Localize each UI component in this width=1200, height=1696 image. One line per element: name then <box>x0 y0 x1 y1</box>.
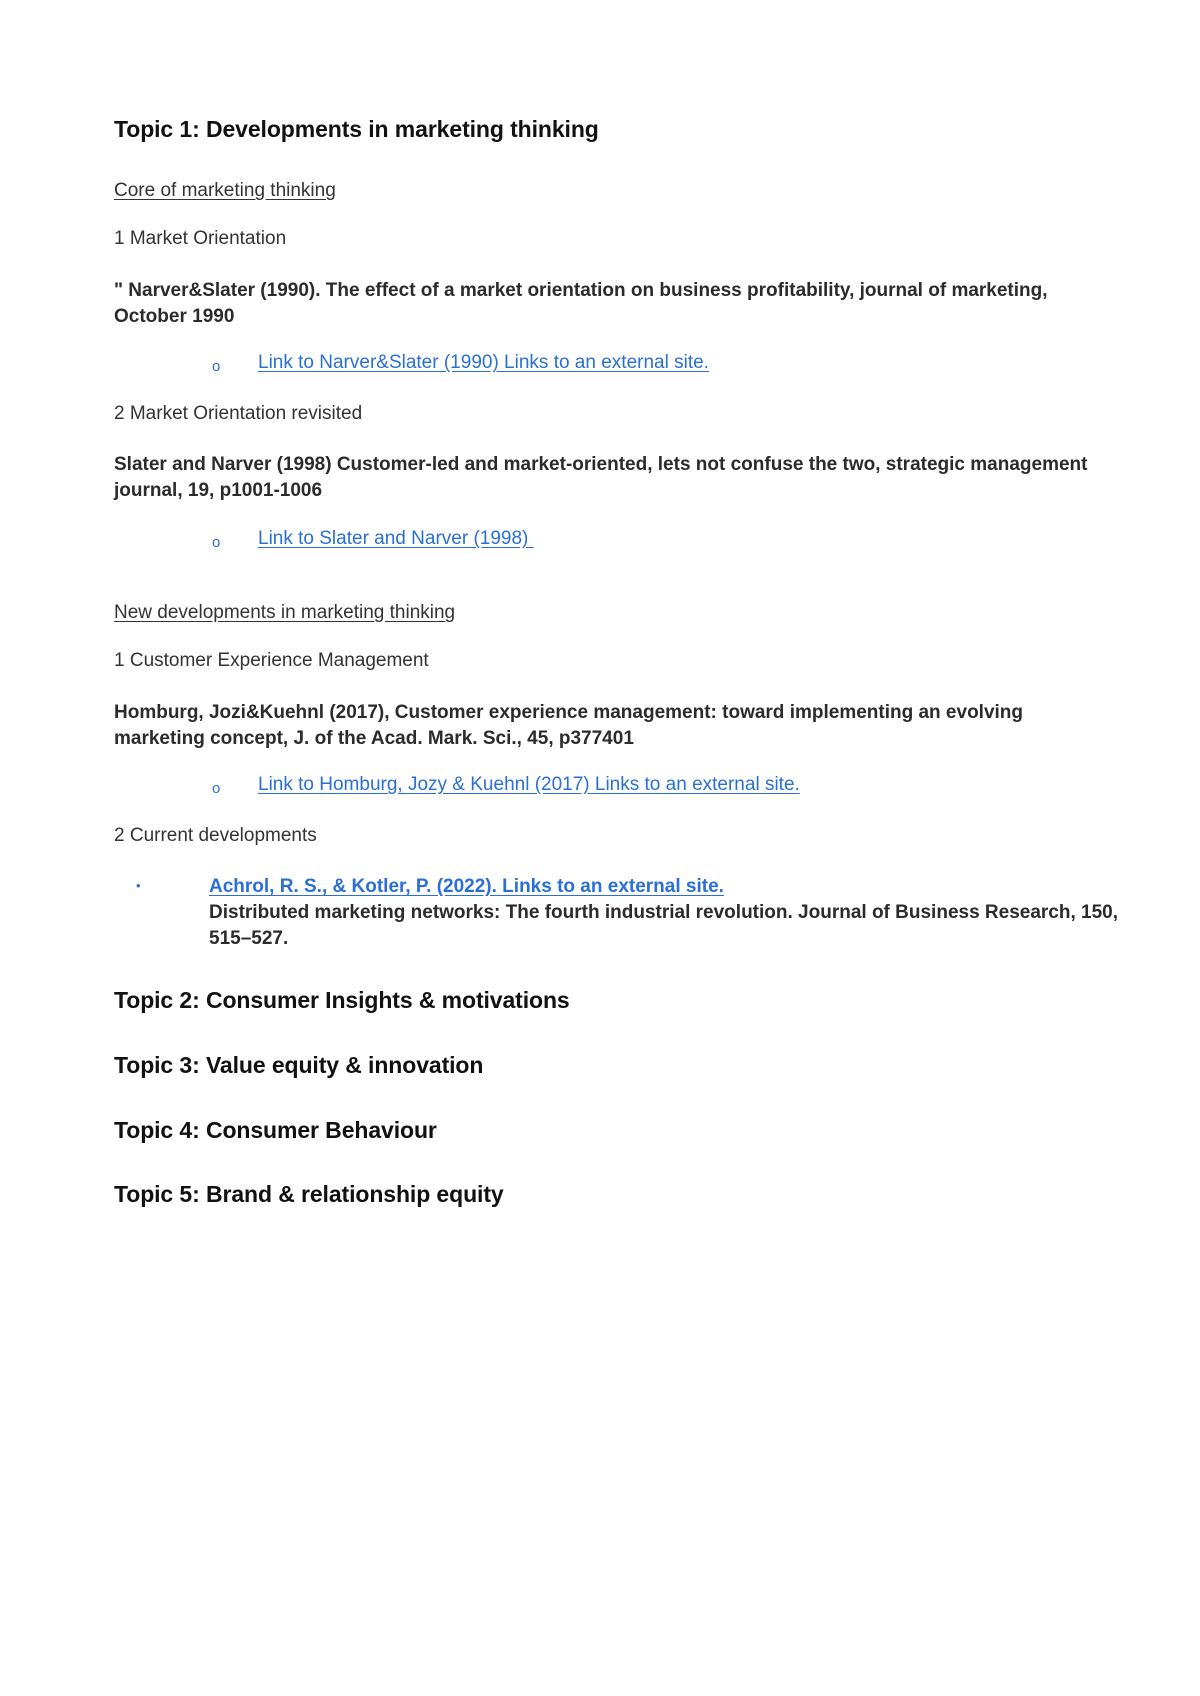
narver-slater-reference: " Narver&Slater (1990). The effect of a market orientation on business profitability, journal of marketing, October 1990 <box>114 280 1048 327</box>
core-section-heading: Core of marketing thinking <box>114 180 336 201</box>
homburg-link-row <box>212 774 1012 800</box>
narver-slater-link-row <box>212 352 1012 378</box>
slater-narver-reference: Slater and Narver (1998) Customer-led and market-oriented, lets not confuse the two, strategic management journal, 19, p1001-1006 <box>114 454 1088 501</box>
topic-1-heading: Topic 1: Developments in marketing thinking <box>114 116 599 142</box>
topic-2-heading: Topic 2: Consumer Insights & motivations <box>114 987 570 1013</box>
topic-3-heading: Topic 3: Value equity & innovation <box>114 1052 484 1078</box>
achrol-kotler-citation: Distributed marketing networks: The fourth industrial revolution. Journal of Business Research, 150, 515–527. <box>209 902 1119 949</box>
narver-slater-link[interactable]: Link to Narver&Slater (1990) Links to an external site. <box>258 352 709 373</box>
slater-narver-link[interactable]: Link to Slater and Narver (1998) <box>258 528 534 549</box>
market-orientation-label: 1 Market Orientation <box>114 228 287 249</box>
achrol-kotler-link[interactable]: Achrol, R. S., & Kotler, P. (2022). Links to an external site. <box>209 876 724 897</box>
homburg-link[interactable]: Link to Homburg, Jozy & Kuehnl (2017) Links to an external site. <box>258 774 800 795</box>
customer-experience-management-label: 1 Customer Experience Management <box>114 650 429 671</box>
hollow-bullet-icon: o <box>212 534 221 551</box>
achrol-kotler-list-item <box>136 874 1126 954</box>
hollow-bullet-icon: o <box>212 358 221 375</box>
current-developments-label: 2 Current developments <box>114 825 317 846</box>
homburg-reference: Homburg, Jozi&Kuehnl (2017), Customer experience management: toward implementing an evolving marketing concept, J. of the Acad. Mark. Sci., 45, p377401 <box>114 702 1024 749</box>
topic-5-heading: Topic 5: Brand & relationship equity <box>114 1181 504 1207</box>
market-orientation-revisited-label: 2 Market Orientation revisited <box>114 403 363 424</box>
bullet-icon: • <box>136 878 141 893</box>
slater-narver-link-row <box>212 528 1012 554</box>
hollow-bullet-icon: o <box>212 780 221 797</box>
topic-4-heading: Topic 4: Consumer Behaviour <box>114 1117 437 1143</box>
new-developments-section-heading: New developments in marketing thinking <box>114 602 456 623</box>
achrol-kotler-entry <box>209 874 1119 952</box>
